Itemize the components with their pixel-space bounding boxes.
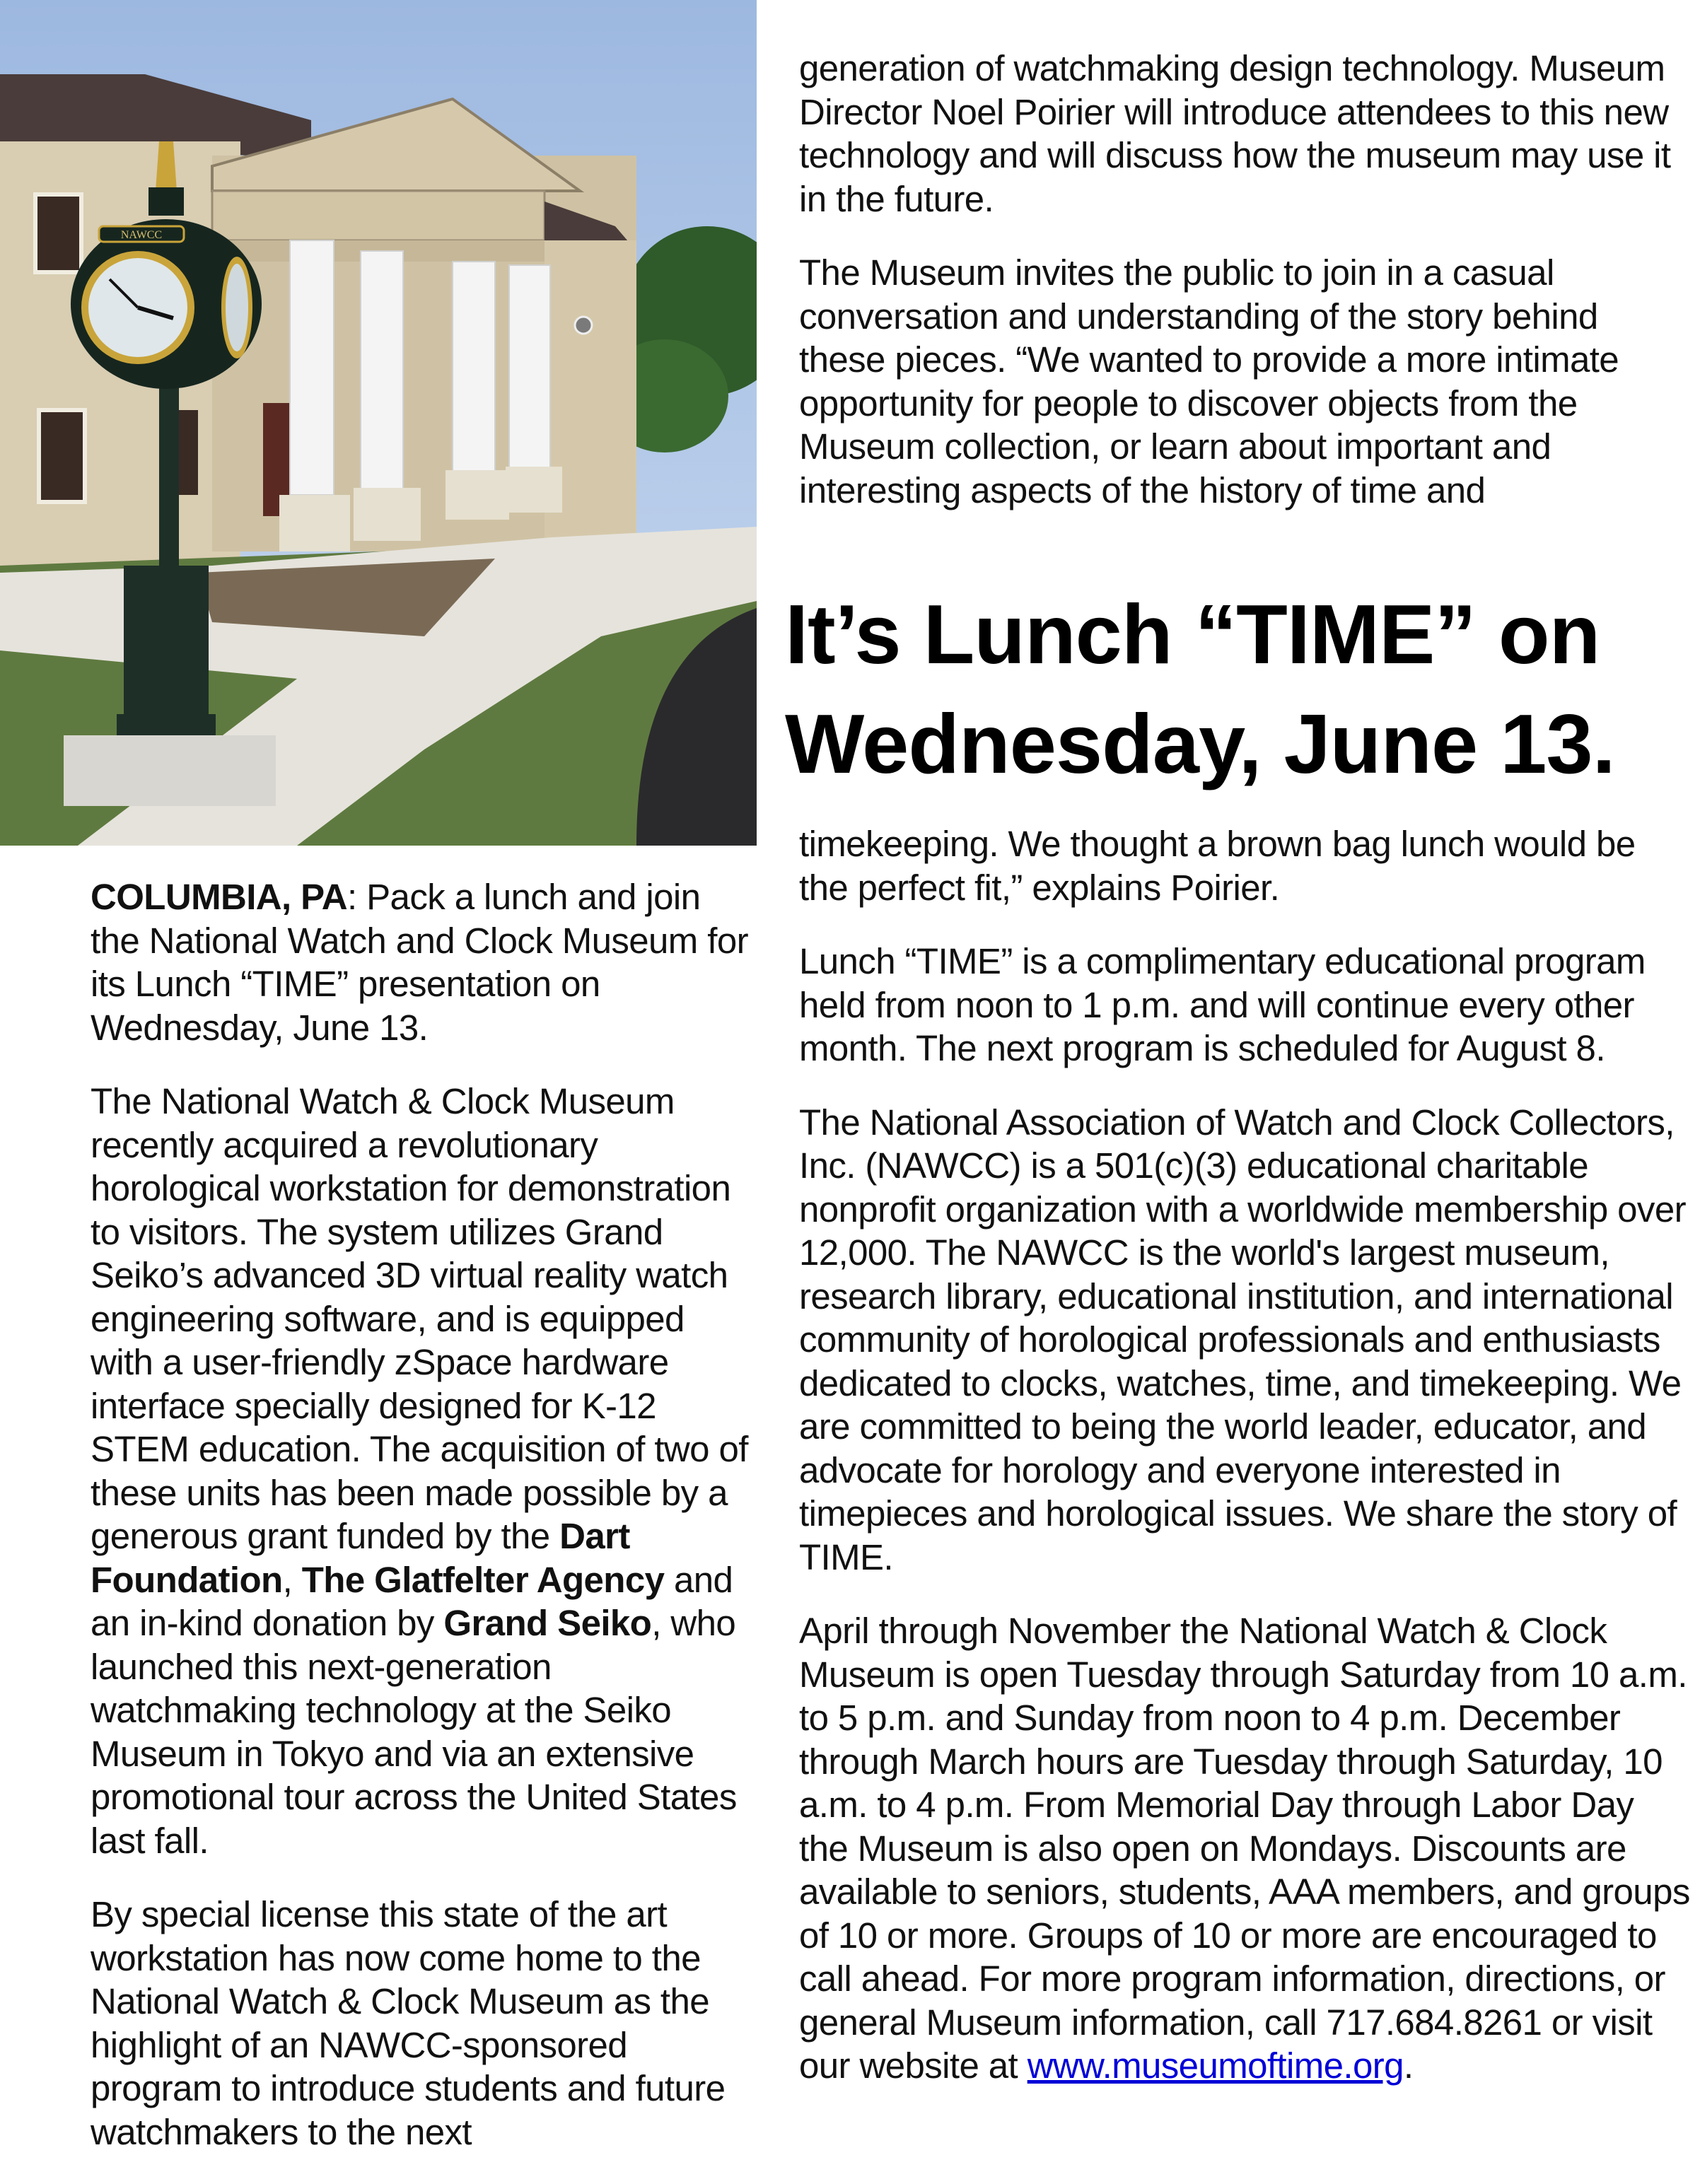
- headline-line-2: Wednesday, June 13.: [785, 697, 1615, 791]
- headline-line-1: It’s Lunch “TIME” on: [785, 588, 1600, 682]
- dateline: COLUMBIA, PA: [91, 877, 347, 917]
- paragraph-text: ,: [282, 1559, 302, 1600]
- museum-building-image: [0, 0, 757, 846]
- paragraph-text: The National Watch & Clock Museum recently acquired a revolutionary horological workstation for demonstration to visitors. The system utilizes Grand Seiko’s advanced 3D virtual reality watch engineering software, and is equipped with a user-friendly zSpace hardware interface specially designed for K-12 STEM education. The acquisition of two of these units has been made possible by a generous grant funded by the: [91, 1081, 748, 1556]
- website-link[interactable]: www.museumoftime.org: [1027, 2045, 1404, 2086]
- lead-text: : Pack a lunch and join the National Watch and Clock Museum for its Lunch “TIME” presentation on Wednesday, June 13.: [91, 877, 748, 1048]
- paragraph: [91, 1080, 755, 1862]
- article-column-left: [91, 875, 755, 2184]
- article-column-right-top: [799, 47, 1690, 542]
- sponsor-name: The Glatfelter Agency: [301, 1559, 665, 1600]
- paragraph: Lunch “TIME” is a complimentary educational program held from noon to 1 p.m. and will continue every other month. The next program is scheduled for August 8.: [799, 941, 1646, 1068]
- paragraph-text: , who launched this next-generation watchmaking technology at the Seiko Museum in Tokyo and via an extensive promotional tour across the United States last fall.: [91, 1603, 737, 1861]
- sponsor-name: Grand Seiko: [443, 1603, 652, 1643]
- paragraph: timekeeping. We thought a brown bag lunch would be the perfect fit,” explains Poirier.: [799, 824, 1636, 908]
- paragraph: By special license this state of the art workstation has now come home to the National Watch & Clock Museum as the highlight of an NAWCC-sponsored program to introduce students and future watchmakers to the next: [91, 1894, 726, 2152]
- period: .: [1403, 2045, 1414, 2086]
- paragraph: The National Association of Watch and Clock Collectors, Inc. (NAWCC) is a 501(c)(3) educational charitable nonprofit organization with a worldwide membership over 12,000. The NAWCC is the world's largest museum, research library, educational institution, and international community of horological professionals and enthusiasts dedicated to clocks, watches, time, and timekeeping. We are committed to being the world leader, educator, and advocate for horology and everyone interested in timepieces and horological issues. We share the story of TIME.: [799, 1102, 1686, 1577]
- sponsor-name: Dart Foundation: [91, 1516, 630, 1600]
- lead-paragraph: [91, 875, 755, 1049]
- headline: [785, 580, 1697, 799]
- paragraph-contact: [799, 1609, 1690, 2088]
- paragraph: The Museum invites the public to join in a casual conversation and understanding of the story behind these pieces. “We wanted to provide a more intimate opportunity for people to discover objects from the Museum collection, or learn about important and interesting aspects of the history of time and: [799, 252, 1619, 510]
- contact-text: April through November the National Watch & Clock Museum is open Tuesday through Saturday from 10 a.m. to 5 p.m. and Sunday from noon to 4 p.m. December through March hours are Tuesday through Saturday, 10 a.m. to 4 p.m. From Memorial Day through Labor Day the Museum is also open on Mondays. Discounts are available to seniors, students, AAA members, and groups of 10 or more. Groups of 10 or more are encouraged to call ahead. For more program information, directions, or general Museum information, call 717.684.8261 or visit our website at: [799, 1611, 1690, 2086]
- paragraph-text: and an in-kind donation by: [91, 1559, 733, 1643]
- museum-photo: [0, 0, 757, 846]
- paragraph: generation of watchmaking design technology. Museum Director Noel Poirier will introduce attendees to this new technology and will discuss how the museum may use it in the future.: [799, 48, 1671, 219]
- article-column-right-bottom: [799, 822, 1690, 2118]
- clock-sign-text: NAWCC: [120, 229, 163, 241]
